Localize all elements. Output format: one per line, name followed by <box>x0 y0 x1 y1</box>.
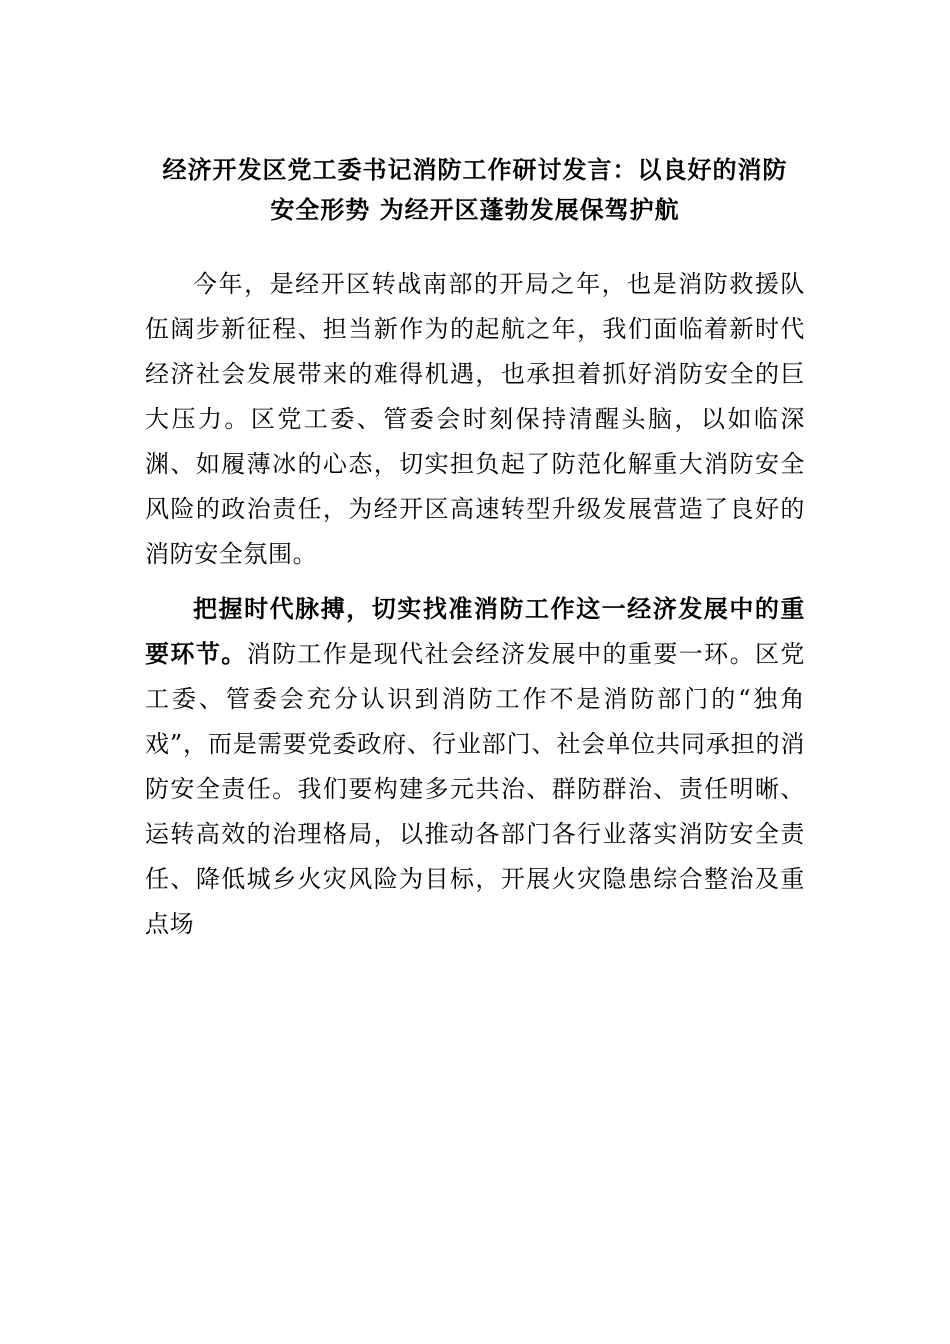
title-line-1: 经济开发区党工委书记消防工作研讨发言：以良好的消防 <box>162 156 788 184</box>
document-title <box>130 150 820 230</box>
document-body <box>145 262 805 947</box>
paragraph-2 <box>145 587 805 947</box>
paragraph-2-lead: 把握时代脉搏，切实找准消防工作这一经济发展中的重要环节。 <box>145 595 805 668</box>
title-line-2: 安全形势 为经开区蓬勃发展保驾护航 <box>270 196 680 224</box>
paragraph-1 <box>145 262 805 577</box>
paragraph-2-text: 消防工作是现代社会经济发展中的重要一环。区党工委、管委会充分认识到消防工作不是消防部门的“独角戏”，而是需要党委政府、行业部门、社会单位共同承担的消防安全责任。我们要构建多元共治、群防群治、责任明晰、运转高效的治理格局，以推动各部门各行业落实消防安全责任、降低城乡火灾风险为目标，开展火灾隐患综合整治及重点场 <box>145 640 805 938</box>
paragraph-1-text: 今年，是经开区转战南部的开局之年，也是消防救援队伍阔步新征程、担当新作为的起航之年，我们面临着新时代经济社会发展带来的难得机遇，也承担着抓好消防安全的巨大压力。区党工委、管委会时刻保持清醒头脑，以如临深渊、如履薄冰的心态，切实担负起了防范化解重大消防安全风险的政治责任，为经开区高速转型升级发展营造了良好的消防安全氛围。 <box>145 270 805 568</box>
